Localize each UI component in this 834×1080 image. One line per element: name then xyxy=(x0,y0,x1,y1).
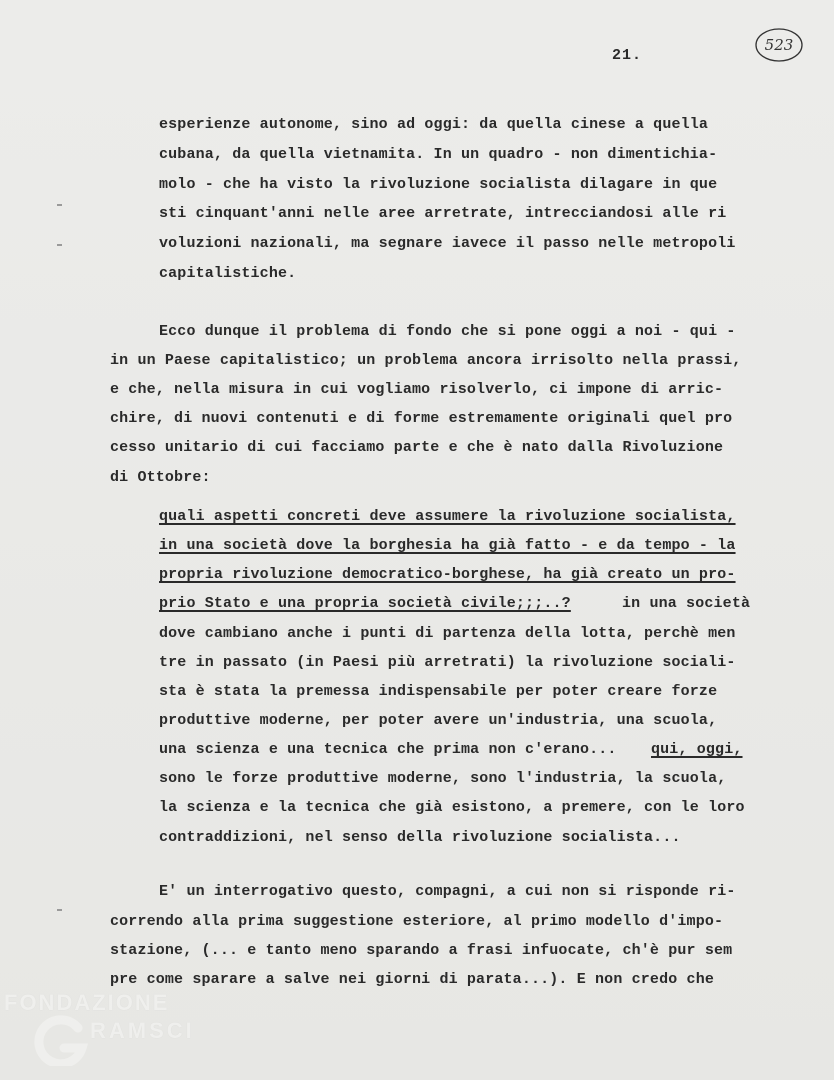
underlined-text-line: propria rivoluzione democratico-borghese, ha già creato un pro- xyxy=(159,566,736,583)
text-line: di Ottobre: xyxy=(110,469,211,486)
page-number: 21. xyxy=(612,47,643,64)
text-line: la scienza e la tecnica che già esistono, a premere, con le loro xyxy=(159,799,745,816)
text-line: una scienza e una tecnica che prima non c'erano... xyxy=(159,741,617,758)
text-line: correndo alla prima suggestione esteriore, al primo modello d'impo- xyxy=(110,913,724,930)
underlined-text-line: in una società dove la borghesia ha già fatto - e da tempo - la xyxy=(159,537,736,554)
margin-tick xyxy=(57,204,62,206)
underlined-text-line: qui, oggi, xyxy=(651,741,743,758)
text-line: E' un interrogativo questo, compagni, a cui non si risponde ri- xyxy=(159,883,736,900)
text-line: dove cambiano anche i punti di partenza della lotta, perchè men xyxy=(159,625,736,642)
watermark-g-logo-icon xyxy=(34,1014,90,1066)
text-line: stazione, (... e tanto meno sparando a frasi infuocate, ch'è pur sem xyxy=(110,942,733,959)
archive-number-stamp xyxy=(754,26,804,64)
watermark-line1: FONDAZIONE xyxy=(4,990,170,1015)
text-line: sono le forze produttive moderne, sono l'industria, la scuola, xyxy=(159,770,727,787)
text-line: produttive moderne, per poter avere un'industria, una scuola, xyxy=(159,712,718,729)
text-line: sti cinquant'anni nelle aree arretrate, intrecciandosi alle ri xyxy=(159,205,727,222)
watermark-line2: RAMSCI xyxy=(90,1018,195,1043)
margin-tick xyxy=(57,909,62,911)
archive-number-circle xyxy=(754,26,804,64)
text-line: contraddizioni, nel senso della rivoluzione socialista... xyxy=(159,829,681,846)
underlined-text-line: prio Stato e una propria società civile;;;..? xyxy=(159,595,571,612)
text-line: sta è stata la premessa indispensabile per poter creare forze xyxy=(159,683,718,700)
underlined-text-line: quali aspetti concreti deve assumere la rivoluzione socialista, xyxy=(159,508,736,525)
text-line: esperienze autonome, sino ad oggi: da quella cinese a quella xyxy=(159,116,709,133)
text-line: tre in passato (in Paesi più arretrati) la rivoluzione sociali- xyxy=(159,654,736,671)
text-line: chire, di nuovi contenuti e di forme estremamente originali quel pro xyxy=(110,410,733,427)
text-line: molo - che ha visto la rivoluzione socialista dilagare in que xyxy=(159,176,718,193)
text-line: cubana, da quella vietnamita. In un quadro - non dimentichia- xyxy=(159,146,718,163)
text-line: voluzioni nazionali, ma segnare iavece il passo nelle metropoli xyxy=(159,235,736,252)
text-line: in un Paese capitalistico; un problema ancora irrisolto nella prassi, xyxy=(110,352,742,369)
text-line: capitalistiche. xyxy=(159,265,297,282)
text-line: pre come sparare a salve nei giorni di parata...). E non credo che xyxy=(110,971,714,988)
text-line: in una società xyxy=(622,595,751,612)
text-line: e che, nella misura in cui vogliamo risolverlo, ci impone di arric- xyxy=(110,381,724,398)
text-line: Ecco dunque il problema di fondo che si pone oggi a noi - qui - xyxy=(159,323,736,340)
fondazione-gramsci-watermark xyxy=(4,990,214,1070)
archive-number-text: 523 xyxy=(764,36,794,54)
text-line: cesso unitario di cui facciamo parte e che è nato dalla Rivoluzione xyxy=(110,439,724,456)
margin-tick xyxy=(57,244,62,246)
